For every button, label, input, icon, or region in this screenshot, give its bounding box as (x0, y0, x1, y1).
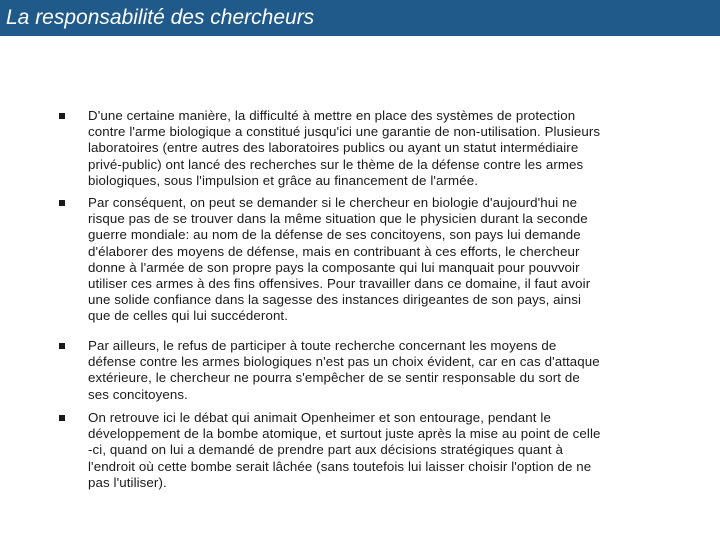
bullet-line: Par ailleurs, le refus de participer à toute recherche concernant les moyens de (88, 338, 557, 353)
slide-title: La responsabilité des chercheurs (6, 6, 315, 29)
square-bullet-icon (59, 200, 65, 206)
square-bullet-icon (59, 415, 65, 421)
bullet-line: développement de la bombe atomique, et surtout juste après la mise au point de celle (88, 426, 601, 442)
bullet-line: une solide confiance dans la sagesse des instances dirigeantes de son pays, ainsi (88, 292, 582, 308)
bullet-line: donne à l'armée de son propre pays la composante qui lui manquait pour pouvvoir (88, 259, 580, 275)
bullet-line: pas l'utiliser). (88, 474, 167, 490)
bullet-line: défense contre les armes biologiques n'est pas un choix évident, car en cas d'attaque (88, 354, 600, 370)
square-bullet-icon (59, 343, 65, 349)
bullet-line: guerre mondiale: au nom de la défense de ses concitoyens, son pays lui demande (88, 227, 581, 243)
bullet-text-2 (88, 195, 698, 325)
bullet-line: -ci, quand on lui a demandé de prendre part aux décisions stratégiques quant à (88, 442, 563, 458)
bullet-text-4 (88, 410, 698, 491)
bullet-line: risque pas de se trouver dans la même situation que le physicien durant la seconde (88, 211, 588, 227)
bullet-line: d'élaborer des moyens de défense, mais en contribuant à ces efforts, le chercheur (88, 243, 580, 259)
bullet-line: privé-public) ont lancé des recherches sur le thème de la défense contre les armes (88, 156, 584, 172)
bullet-line: ses concitoyens. (88, 386, 188, 402)
bullet-text-1 (88, 108, 698, 189)
bullet-line: extérieure, le chercheur ne pourra s'empêcher de se sentir responsable du sort de (88, 370, 580, 386)
bullet-line: On retrouve ici le débat qui animait Openheimer et son entourage, pendant le (88, 410, 551, 425)
bullet-line: Par conséquent, on peut se demander si le chercheur en biologie d'aujourd'hui ne (88, 195, 578, 210)
bullet-line: D'une certaine manière, la difficulté à mettre en place des systèmes de protection (88, 108, 576, 123)
bullet-line: laboratoires (entre autres des laboratoires publics ou ayant un statut intermédiaire (88, 140, 579, 156)
bullet-line: que de celles qui lui succéderont. (88, 308, 289, 324)
bullet-line: l'endroit où cette bombe serait lâchée (sans toutefois lui laisser choisir l'option de ne (88, 458, 592, 474)
square-bullet-icon (59, 113, 65, 119)
bullet-text-3 (88, 338, 698, 403)
bullet-line: contre l'arme biologique a constitué jusqu'ici une garantie de non-utilisation. Plusieurs (88, 124, 601, 140)
bullet-line: utiliser ces armes à des fins offensives. Pour travailler dans ce domaine, il faut avoir (88, 276, 591, 292)
bullet-line: biologiques, sous l'impulsion et grâce au financement de l'armée. (88, 172, 479, 188)
